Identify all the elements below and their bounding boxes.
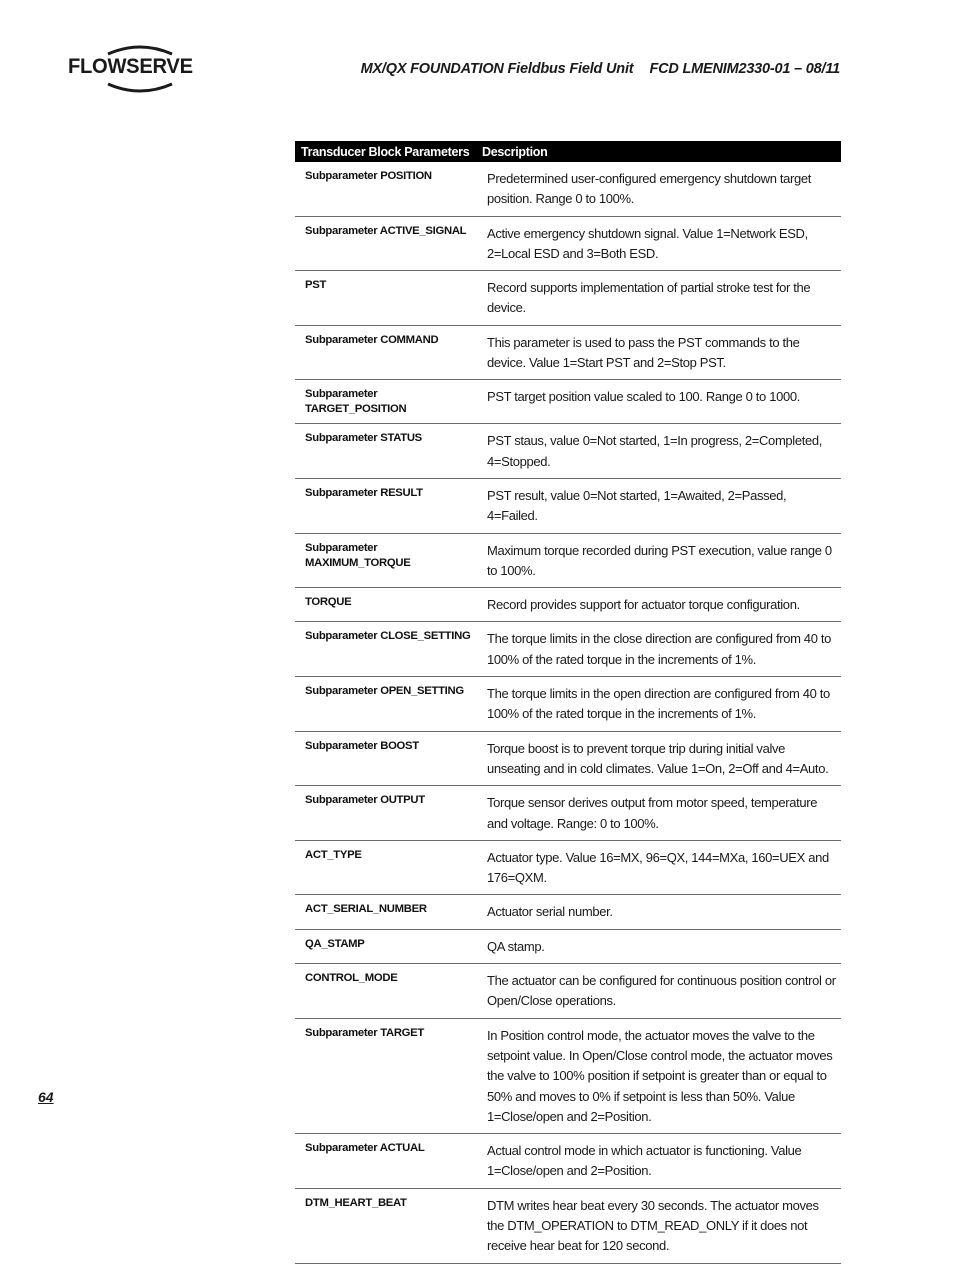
parameter-name: QA_STAMP (295, 929, 478, 963)
column-header-description: Description (478, 141, 841, 162)
table-row (295, 840, 841, 895)
table-row (295, 1018, 841, 1133)
transducer-parameters-table (295, 141, 841, 1264)
table-row (295, 380, 841, 424)
parameter-name: Subparameter CLOSE_SETTING (295, 622, 478, 677)
parameter-description: DTM writes hear beat every 30 seconds. The actuator moves the DTM_OPERATION to DTM_READ_ONLY if it does not receive hear beat for 120 second. (478, 1188, 841, 1263)
parameter-name: Subparameter OPEN_SETTING (295, 677, 478, 732)
parameter-description: The torque limits in the close direction are configured from 40 to 100% of the rated torque in the increments of 1%. (478, 622, 841, 677)
parameter-name: Subparameter ACTUAL (295, 1134, 478, 1189)
parameter-name: Subparameter OUTPUT (295, 786, 478, 841)
parameter-name: Subparameter POSITION (295, 162, 478, 216)
table-row (295, 929, 841, 963)
parameter-description: In Position control mode, the actuator moves the valve to the setpoint value. In Open/Close control mode, the actuator moves the valve to 100% position if setpoint is greater than or equal to 50% and moves to 0% if setpoint is less than 50%. Value 1=Close/open and 2=Position. (478, 1018, 841, 1133)
table-row (295, 964, 841, 1019)
parameter-name: ACT_SERIAL_NUMBER (295, 895, 478, 929)
table-row (295, 677, 841, 732)
column-header-parameters: Transducer Block Parameters (295, 141, 478, 162)
table-row (295, 588, 841, 622)
page-number: 64 (38, 1089, 54, 1105)
table-row (295, 424, 841, 479)
table-body (295, 162, 841, 1263)
table-row (295, 731, 841, 786)
parameter-name: Subparameter BOOST (295, 731, 478, 786)
parameter-description: Active emergency shutdown signal. Value 1=Network ESD, 2=Local ESD and 3=Both ESD. (478, 216, 841, 271)
parameter-description: PST result, value 0=Not started, 1=Awaited, 2=Passed, 4=Failed. (478, 478, 841, 533)
parameter-description: PST target position value scaled to 100. Range 0 to 1000. (478, 380, 841, 424)
document-title: MX/QX FOUNDATION Fieldbus Field Unit (360, 61, 634, 77)
parameter-name: Subparameter RESULT (295, 478, 478, 533)
parameter-description: PST staus, value 0=Not started, 1=In progress, 2=Completed, 4=Stopped. (478, 424, 841, 479)
table-row (295, 533, 841, 588)
parameter-description: Maximum torque recorded during PST execution, value range 0 to 100%. (478, 533, 841, 588)
parameter-description: The actuator can be configured for continuous position control or Open/Close operations. (478, 964, 841, 1019)
parameter-name: TORQUE (295, 588, 478, 622)
table-row (295, 786, 841, 841)
table-row (295, 1188, 841, 1263)
table-row (295, 325, 841, 380)
flowserve-logo (68, 44, 208, 96)
parameter-description: Predetermined user-configured emergency shutdown target position. Range 0 to 100%. (478, 162, 841, 216)
table-row (295, 162, 841, 216)
logo-wordmark: FLOWSERVE (68, 55, 193, 78)
parameter-description: Actual control mode in which actuator is functioning. Value 1=Close/open and 2=Position. (478, 1134, 841, 1189)
parameter-description: Record supports implementation of partial stroke test for the device. (478, 271, 841, 326)
parameter-name: ACT_TYPE (295, 840, 478, 895)
document-code: FCD LMENIM2330-01 – 08/11 (649, 61, 840, 77)
parameter-description: Torque boost is to prevent torque trip during initial valve unseating and in cold climates. Value 1=On, 2=Off and 4=Auto. (478, 731, 841, 786)
parameter-description: Record provides support for actuator torque configuration. (478, 588, 841, 622)
table-row (295, 271, 841, 326)
parameter-description: The torque limits in the open direction are configured from 40 to 100% of the rated torque in the increments of 1%. (478, 677, 841, 732)
parameter-description: QA stamp. (478, 929, 841, 963)
document-header (300, 61, 840, 77)
parameter-name: Subparameter MAXIMUM_TORQUE (295, 533, 478, 588)
parameter-description: Torque sensor derives output from motor speed, temperature and voltage. Range: 0 to 100%. (478, 786, 841, 841)
parameter-name: Subparameter COMMAND (295, 325, 478, 380)
parameter-name: Subparameter ACTIVE_SIGNAL (295, 216, 478, 271)
parameter-name: Subparameter STATUS (295, 424, 478, 479)
parameter-name: Subparameter TARGET_POSITION (295, 380, 478, 424)
table-row (295, 895, 841, 929)
table-row (295, 622, 841, 677)
parameter-description: This parameter is used to pass the PST commands to the device. Value 1=Start PST and 2=Stop PST. (478, 325, 841, 380)
table-header-row (295, 141, 841, 162)
table-row (295, 478, 841, 533)
parameter-name: Subparameter TARGET (295, 1018, 478, 1133)
parameter-description: Actuator type. Value 16=MX, 96=QX, 144=MXa, 160=UEX and 176=QXM. (478, 840, 841, 895)
parameter-description: Actuator serial number. (478, 895, 841, 929)
parameter-name: CONTROL_MODE (295, 964, 478, 1019)
parameter-name: PST (295, 271, 478, 326)
parameter-name: DTM_HEART_BEAT (295, 1188, 478, 1263)
table-row (295, 1134, 841, 1189)
table-row (295, 216, 841, 271)
